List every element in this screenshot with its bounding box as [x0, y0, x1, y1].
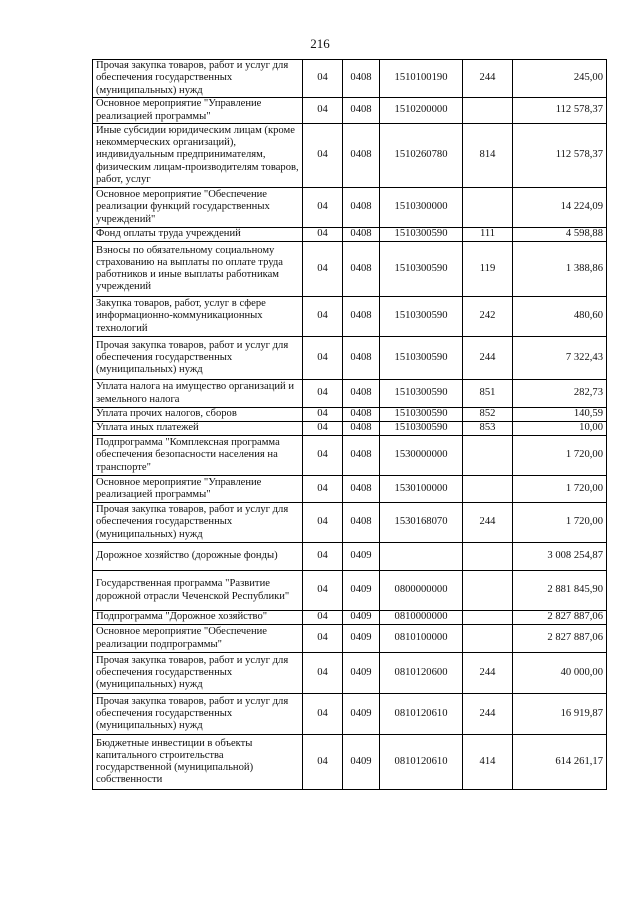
row-target-article: 1510300590	[380, 380, 463, 408]
row-subsection: 0408	[343, 436, 380, 476]
row-amount: 2 881 845,90	[513, 571, 607, 611]
table-row	[93, 337, 607, 380]
row-subsection: 0408	[343, 422, 380, 436]
row-section: 04	[303, 337, 343, 380]
table-row	[93, 98, 607, 124]
table-row	[93, 735, 607, 790]
table-row	[93, 694, 607, 735]
row-subsection: 0408	[343, 60, 380, 98]
row-name: Прочая закупка товаров, работ и услуг для обеспечения государственных (муниципальных) нужд	[93, 337, 303, 380]
row-amount: 1 720,00	[513, 436, 607, 476]
row-target-article: 1510300590	[380, 297, 463, 337]
row-amount: 4 598,88	[513, 228, 607, 242]
row-amount: 112 578,37	[513, 98, 607, 124]
table-row	[93, 380, 607, 408]
row-name: Дорожное хозяйство (дорожные фонды)	[93, 543, 303, 571]
row-section: 04	[303, 735, 343, 790]
row-name: Уплата иных платежей	[93, 422, 303, 436]
row-target-article: 1510300590	[380, 408, 463, 422]
row-target-article: 1510300590	[380, 422, 463, 436]
row-target-article: 0810100000	[380, 625, 463, 653]
row-expense-type: 244	[463, 60, 513, 98]
row-name: Прочая закупка товаров, работ и услуг для обеспечения государственных (муниципальных) нужд	[93, 503, 303, 543]
row-section: 04	[303, 653, 343, 694]
row-section: 04	[303, 625, 343, 653]
row-section: 04	[303, 242, 343, 297]
row-expense-type: 111	[463, 228, 513, 242]
table-row	[93, 60, 607, 98]
table-row	[93, 408, 607, 422]
row-subsection: 0408	[343, 408, 380, 422]
row-name: Уплата прочих налогов, сборов	[93, 408, 303, 422]
row-name: Фонд оплаты труда учреждений	[93, 228, 303, 242]
row-expense-type	[463, 436, 513, 476]
row-target-article: 1510300590	[380, 337, 463, 380]
row-amount: 140,59	[513, 408, 607, 422]
row-expense-type	[463, 188, 513, 228]
row-target-article: 1510300000	[380, 188, 463, 228]
row-name: Основное мероприятие "Управление реализацией программы"	[93, 98, 303, 124]
row-subsection: 0408	[343, 476, 380, 503]
row-subsection: 0408	[343, 242, 380, 297]
row-name: Подпрограмма "Комплексная программа обеспечения безопасности населения на транспорте"	[93, 436, 303, 476]
row-subsection: 0408	[343, 503, 380, 543]
row-section: 04	[303, 408, 343, 422]
row-target-article: 1510260780	[380, 124, 463, 188]
row-section: 04	[303, 98, 343, 124]
row-section: 04	[303, 124, 343, 188]
row-name: Прочая закупка товаров, работ и услуг для обеспечения государственных (муниципальных) нужд	[93, 694, 303, 735]
row-amount: 16 919,87	[513, 694, 607, 735]
row-subsection: 0408	[343, 228, 380, 242]
row-section: 04	[303, 503, 343, 543]
row-target-article: 0810120610	[380, 735, 463, 790]
row-target-article: 0810120600	[380, 653, 463, 694]
row-name: Иные субсидии юридическим лицам (кроме некоммерческих организаций), индивидуальным предпринимателям, физическим лицам-производителям товаров, работ, услуг	[93, 124, 303, 188]
table-row	[93, 297, 607, 337]
row-section: 04	[303, 422, 343, 436]
row-target-article: 0810120610	[380, 694, 463, 735]
row-section: 04	[303, 543, 343, 571]
row-subsection: 0409	[343, 653, 380, 694]
row-amount: 1 720,00	[513, 476, 607, 503]
table-row	[93, 124, 607, 188]
table-row	[93, 422, 607, 436]
row-expense-type: 853	[463, 422, 513, 436]
row-amount: 14 224,09	[513, 188, 607, 228]
row-subsection: 0409	[343, 625, 380, 653]
table-row	[93, 625, 607, 653]
table-row	[93, 543, 607, 571]
table-row	[93, 476, 607, 503]
row-target-article: 1510300590	[380, 242, 463, 297]
row-name: Взносы по обязательному социальному страхованию на выплаты по оплате труда работников и иные выплаты работникам учреждений	[93, 242, 303, 297]
row-amount: 7 322,43	[513, 337, 607, 380]
row-section: 04	[303, 694, 343, 735]
row-expense-type: 119	[463, 242, 513, 297]
table-row	[93, 611, 607, 625]
row-amount: 480,60	[513, 297, 607, 337]
row-section: 04	[303, 436, 343, 476]
row-section: 04	[303, 60, 343, 98]
row-target-article: 1510200000	[380, 98, 463, 124]
table-row	[93, 503, 607, 543]
row-expense-type: 244	[463, 337, 513, 380]
row-subsection: 0408	[343, 188, 380, 228]
row-amount: 1 388,86	[513, 242, 607, 297]
row-section: 04	[303, 476, 343, 503]
row-name: Основное мероприятие "Управление реализацией программы"	[93, 476, 303, 503]
row-section: 04	[303, 571, 343, 611]
page-number: 216	[310, 36, 330, 51]
row-expense-type: 814	[463, 124, 513, 188]
row-subsection: 0408	[343, 297, 380, 337]
row-amount: 10,00	[513, 422, 607, 436]
row-section: 04	[303, 297, 343, 337]
row-name: Государственная программа "Развитие дорожной отрасли Чеченской Республики"	[93, 571, 303, 611]
table-row	[93, 436, 607, 476]
row-target-article: 1530000000	[380, 436, 463, 476]
row-target-article: 1510100190	[380, 60, 463, 98]
row-target-article: 1510300590	[380, 228, 463, 242]
row-target-article	[380, 543, 463, 571]
row-target-article: 1530100000	[380, 476, 463, 503]
row-target-article: 0810000000	[380, 611, 463, 625]
row-subsection: 0409	[343, 611, 380, 625]
row-subsection: 0409	[343, 543, 380, 571]
row-name: Уплата налога на имущество организаций и земельного налога	[93, 380, 303, 408]
row-target-article: 1530168070	[380, 503, 463, 543]
row-expense-type: 244	[463, 503, 513, 543]
row-amount: 245,00	[513, 60, 607, 98]
row-amount: 2 827 887,06	[513, 611, 607, 625]
row-name: Прочая закупка товаров, работ и услуг для обеспечения государственных (муниципальных) нужд	[93, 653, 303, 694]
row-expense-type: 414	[463, 735, 513, 790]
row-subsection: 0408	[343, 124, 380, 188]
row-expense-type: 242	[463, 297, 513, 337]
row-amount: 1 720,00	[513, 503, 607, 543]
row-section: 04	[303, 380, 343, 408]
row-subsection: 0408	[343, 98, 380, 124]
row-subsection: 0409	[343, 694, 380, 735]
row-expense-type: 244	[463, 694, 513, 735]
row-subsection: 0408	[343, 380, 380, 408]
row-amount: 40 000,00	[513, 653, 607, 694]
row-subsection: 0409	[343, 571, 380, 611]
row-amount: 614 261,17	[513, 735, 607, 790]
row-amount: 2 827 887,06	[513, 625, 607, 653]
table-row	[93, 188, 607, 228]
row-amount: 282,73	[513, 380, 607, 408]
table-row	[93, 571, 607, 611]
row-name: Основное мероприятие "Обеспечение реализации функций государственных учреждений"	[93, 188, 303, 228]
row-expense-type	[463, 98, 513, 124]
row-expense-type: 852	[463, 408, 513, 422]
row-section: 04	[303, 188, 343, 228]
row-name: Основное мероприятие "Обеспечение реализации подпрограммы"	[93, 625, 303, 653]
table-row	[93, 228, 607, 242]
row-name: Закупка товаров, работ, услуг в сфере информационно-коммуникационных технологий	[93, 297, 303, 337]
row-amount: 112 578,37	[513, 124, 607, 188]
row-expense-type	[463, 571, 513, 611]
row-name: Прочая закупка товаров, работ и услуг для обеспечения государственных (муниципальных) нужд	[93, 60, 303, 98]
row-subsection: 0409	[343, 735, 380, 790]
row-expense-type	[463, 476, 513, 503]
row-expense-type	[463, 625, 513, 653]
row-expense-type	[463, 611, 513, 625]
row-name: Бюджетные инвестиции в объекты капитального строительства государственной (муниципальной) собственности	[93, 735, 303, 790]
table-row	[93, 242, 607, 297]
budget-table	[92, 59, 607, 790]
table-row	[93, 653, 607, 694]
row-name: Подпрограмма "Дорожное хозяйство"	[93, 611, 303, 625]
row-expense-type: 244	[463, 653, 513, 694]
row-section: 04	[303, 611, 343, 625]
row-section: 04	[303, 228, 343, 242]
row-subsection: 0408	[343, 337, 380, 380]
row-expense-type	[463, 543, 513, 571]
row-amount: 3 008 254,87	[513, 543, 607, 571]
row-expense-type: 851	[463, 380, 513, 408]
row-target-article: 0800000000	[380, 571, 463, 611]
